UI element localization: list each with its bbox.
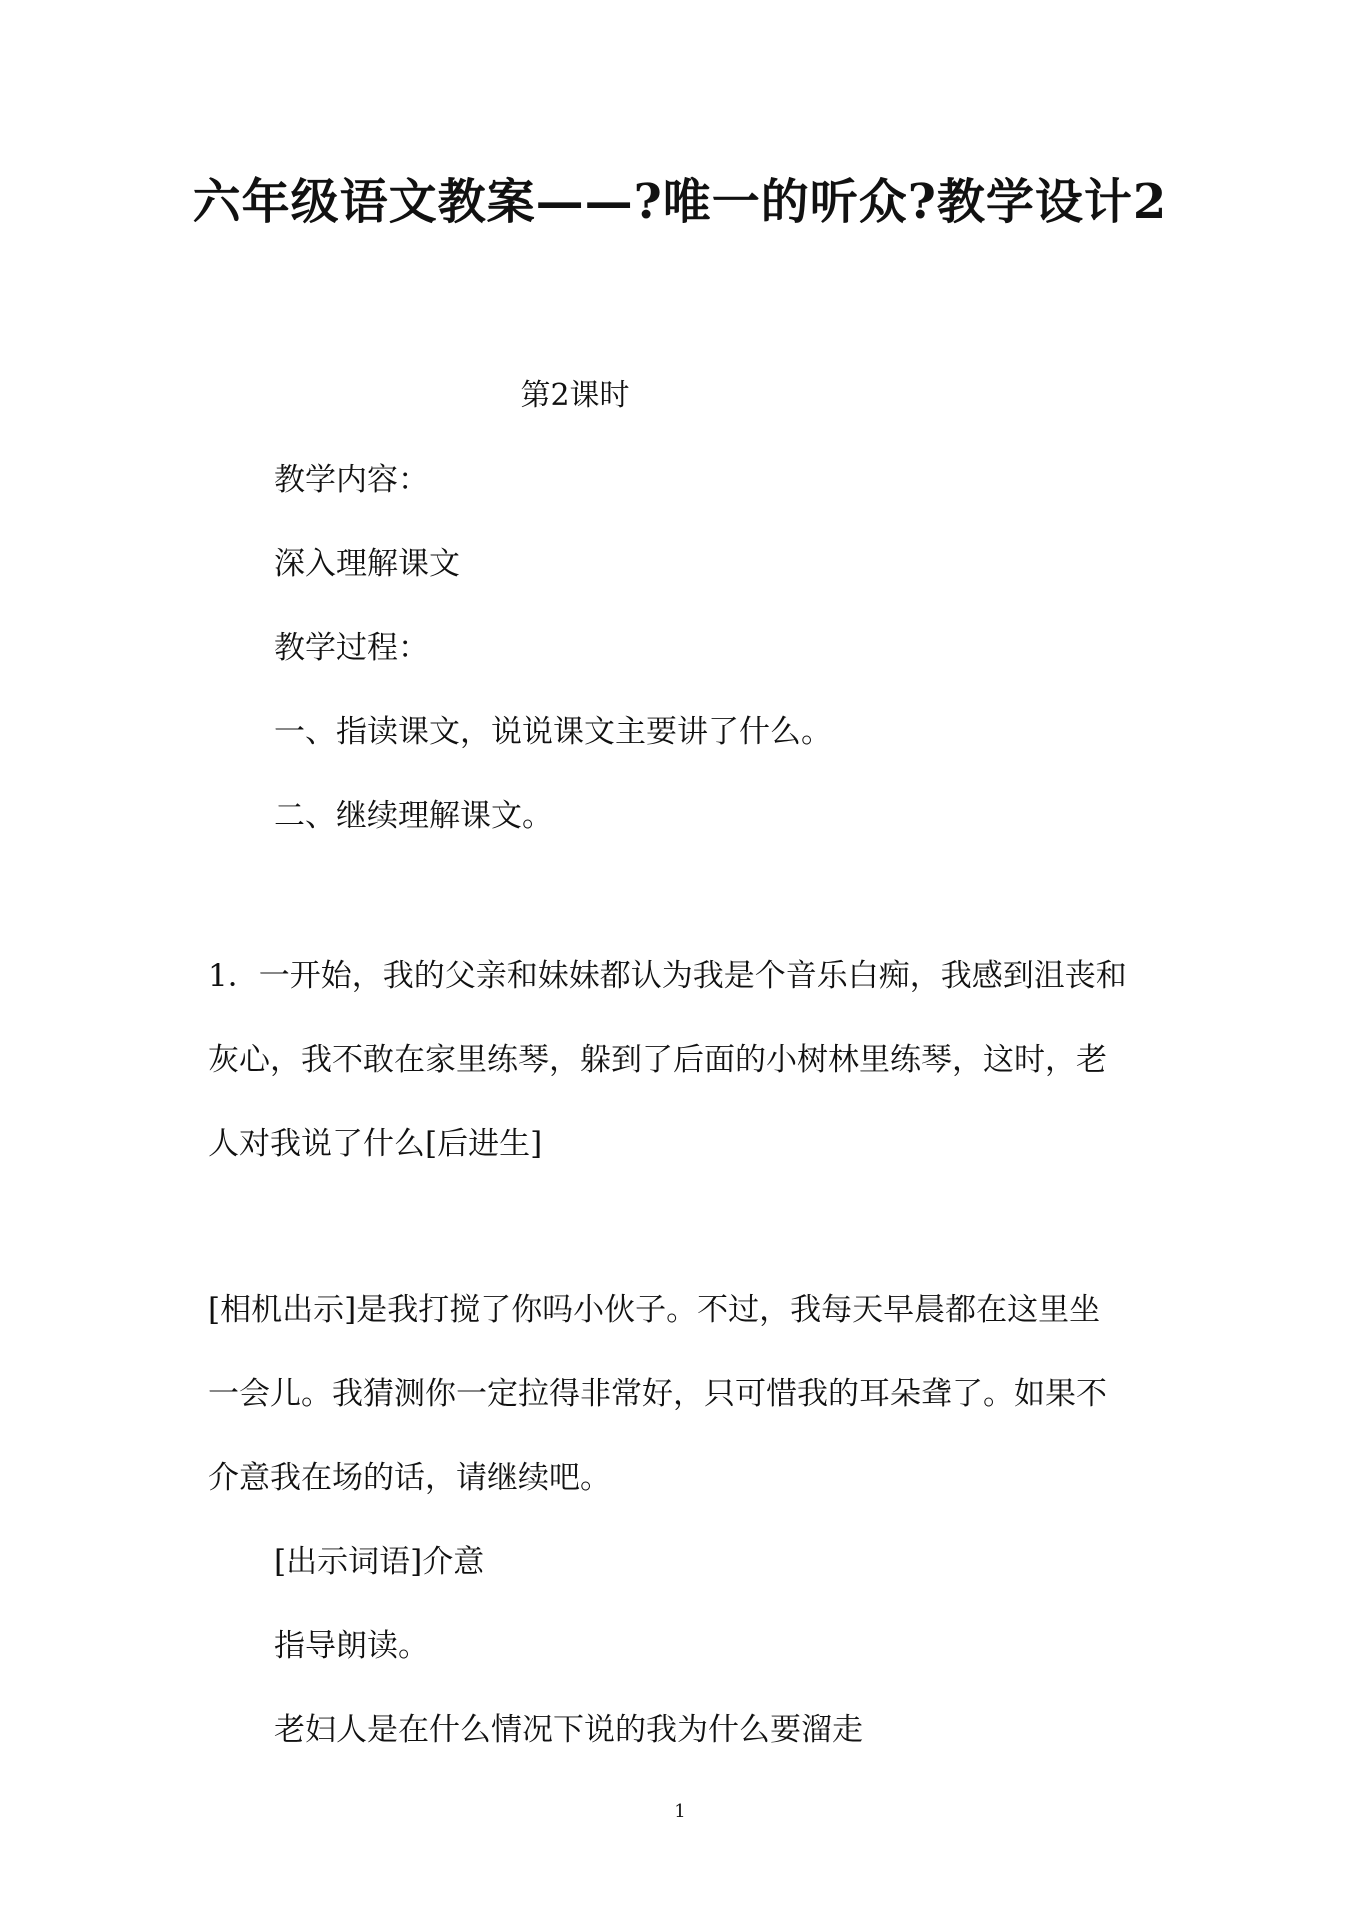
teaching-content-label: 教学内容：: [274, 462, 429, 498]
step-two: 二、继续理解课文。: [274, 798, 553, 834]
quote-line-2: 一会儿。我猜测你一定拉得非常好，只可惜我的耳朵聋了。如果不: [208, 1376, 1107, 1412]
page-number: 1: [674, 1801, 686, 1822]
question-one-line-3: 人对我说了什么[后进生]: [208, 1126, 543, 1162]
word-display: [出示词语]介意: [274, 1544, 485, 1580]
teaching-content-text: 深入理解课文: [274, 546, 460, 582]
question-two: 老妇人是在什么情况下说的我为什么要溜走: [274, 1712, 863, 1748]
question-one-line-1: 1．一开始，我的父亲和妹妹都认为我是个音乐白痴，我感到沮丧和: [208, 958, 1127, 994]
document-title: 六年级语文教案——?唯一的听众?教学设计2: [192, 174, 1168, 230]
guide-reading: 指导朗读。: [274, 1628, 429, 1664]
step-one: 一、指读课文，说说课文主要讲了什么。: [274, 714, 832, 750]
lesson-heading: 第2课时: [520, 378, 630, 413]
quote-line-3: 介意我在场的话，请继续吧。: [208, 1460, 611, 1496]
teaching-process-label: 教学过程：: [274, 630, 429, 666]
question-one-line-2: 灰心，我不敢在家里练琴，躲到了后面的小树林里练琴，这时，老: [208, 1042, 1107, 1078]
quote-line-1: [相机出示]是我打搅了你吗小伙子。不过，我每天早晨都在这里坐: [208, 1292, 1101, 1328]
